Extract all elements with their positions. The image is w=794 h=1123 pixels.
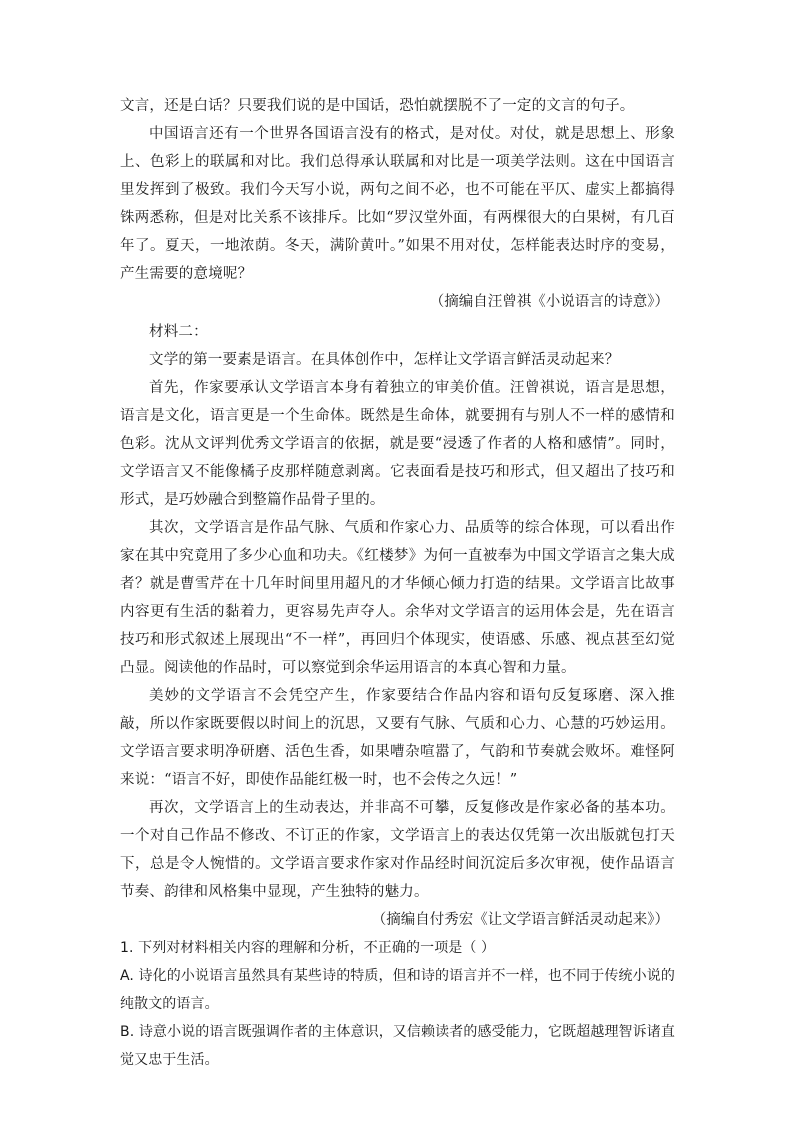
material2-paragraph-intro: 文学的第一要素是语言。在具体创作中，怎样让文学语言鲜活灵动起来？ <box>149 352 620 368</box>
material2-paragraph-fourth: 再次，文学语言上的生动表达，并非高不可攀，反复修改是作家必备的基本功。一个对自己作品不修改、不订正的作家，文学语言上的表达仅凭第一次出版就包打天下，总是令人惋惜的。文学语言要求作家对作品经时间沉淀后多次审视，使作品语言节奏、韵律和风格集中显现，产生独特的魅力。 <box>120 800 675 900</box>
material2-paragraph-second: 其次，文学语言是作品气脉、气质和作家心力、品质等的综合体现，可以看出作家在其中究竟用了多少心血和功夫。《红楼梦》为何一直被奉为中国文学语言之集大成者？就是曹雪芹在十几年时间里用超凡的才华倾心倾力打造的结果。文学语言比故事内容更有生活的黏着力，更容易先声夺人。余华对文学语言的运用体会是，先在语言技巧和形式叙述上展现出“不一样”，再回归个体现实，使语感、乐感、视点甚至幻觉凸显。阅读他的作品时，可以察觉到余华运用语言的本真心智和力量。 <box>120 520 675 676</box>
question1-option-b: B. 诗意小说的语言既强调作者的主体意识，又信赖读者的感受能力，它既超越理智诉诸直觉又忠于生活。 <box>120 1024 675 1068</box>
material2-source: （摘编自付秀宏《让文学语言鲜活灵动起来》） <box>371 912 669 928</box>
document-page <box>120 92 675 1074</box>
material1-paragraph-tail: 文言，还是白话？只要我们说的是中国话，恐怕就摆脱不了一定的文言的句子。 <box>120 98 635 114</box>
material2-paragraph-first: 首先，作家要承认文学语言本身有着独立的审美价值。汪曾祺说，语言是思想，语言是文化，语言更是一个生命体。既然是生命体，就要拥有与别人不一样的感情和色彩。沈从文评判优秀文学语言的依据，就是要“浸透了作者的人格和感情”。同时，文学语言又不能像橘子皮那样随意剥离。它表面看是技巧和形式，但又超出了技巧和形式，是巧妙融合到整篇作品骨子里的。 <box>120 380 675 508</box>
material2-paragraph-third: 美妙的文学语言不会凭空产生，作家要结合作品内容和语句反复琢磨、深入推敲，所以作家既要假以时间上的沉思，又要有气脉、气质和心力、心慧的巧妙运用。文学语言要求明净研磨、活色生香，如果嘈杂喧嚣了，气韵和节奏就会败坏。难怪阿来说：“语言不好，即使作品能红极一时，也不会传之久远！” <box>120 688 675 788</box>
question1-option-a: A. 诗化的小说语言虽然具有某些诗的特质，但和诗的语言并不一样，也不同于传统小说的纯散文的语言。 <box>120 968 675 1012</box>
material1-paragraph-duizhang: 中国语言还有一个世界各国语言没有的格式，是对仗。对仗，就是思想上、形象上、色彩上的联属和对比。我们总得承认联属和对比是一项美学法则。这在中国语言里发挥到了极致。我们今天写小说，两句之间不必，也不可能在平仄、虚实上都搞得铢两悉称，但是对比关系不该排斥。比如“罗汉堂外面，有两棵很大的白果树，有几百年了。夏天，一地浓荫。冬天，满阶黄叶。”如果不用对仗，怎样能表达时序的变易，产生需要的意境呢？ <box>120 126 675 282</box>
question1-stem: 1. 下列对材料相关内容的理解和分析，不正确的一项是（ ） <box>120 940 496 956</box>
material1-source: （摘编自汪曾祺《小说语言的诗意》） <box>429 294 669 310</box>
material2-label: 材料二： <box>149 324 208 340</box>
